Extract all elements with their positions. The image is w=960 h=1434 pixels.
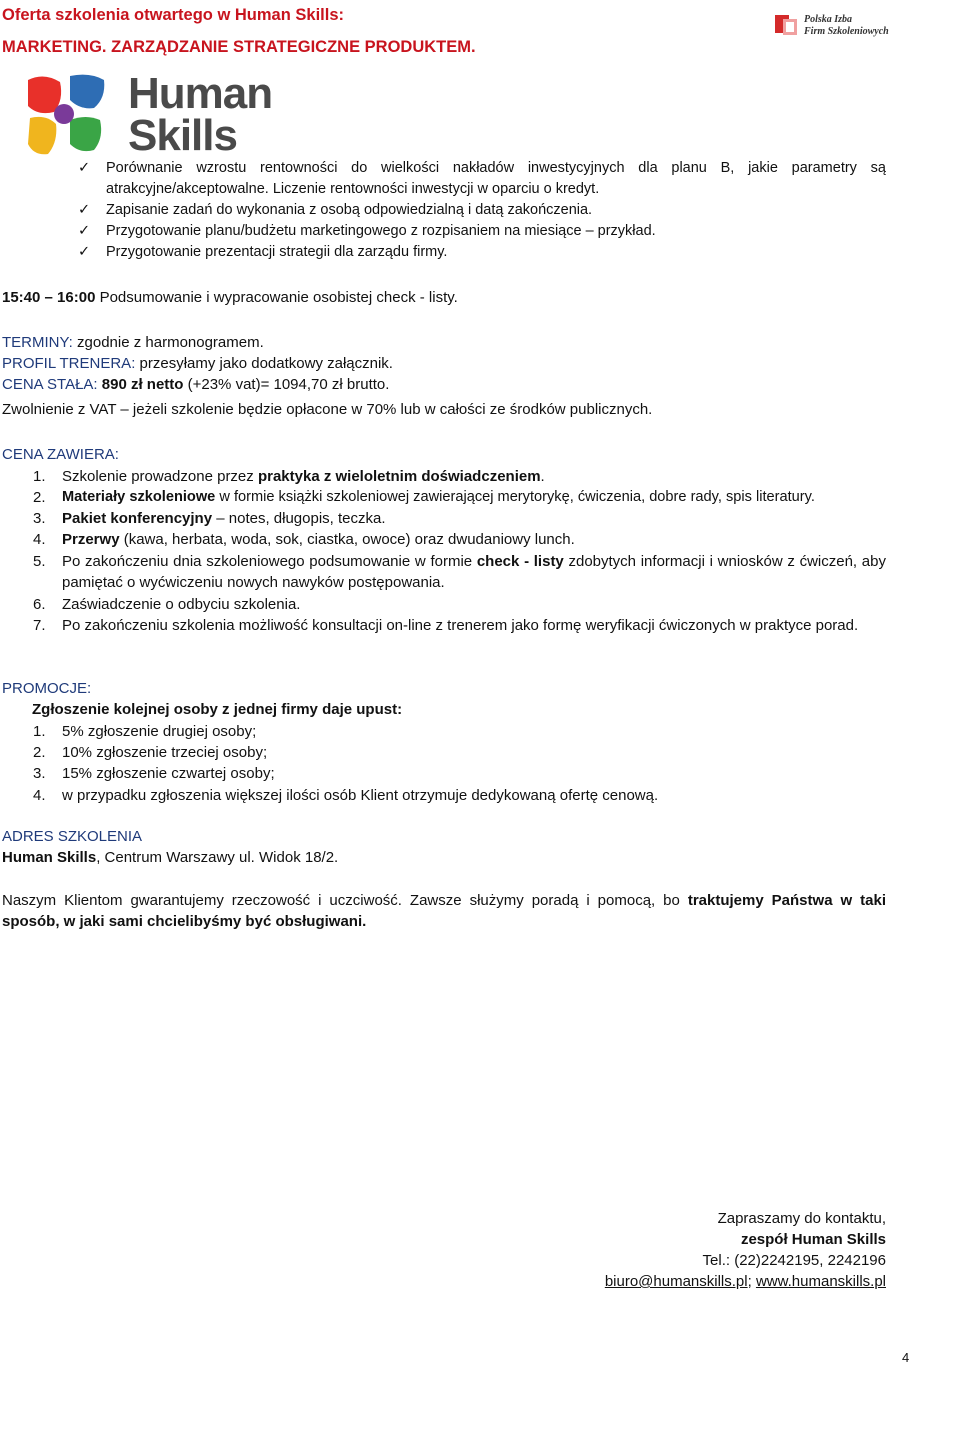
- human-skills-logo: [24, 70, 274, 162]
- adres-name: Human Skills: [2, 849, 97, 866]
- contact-invite: Zapraszamy do kontaktu,: [717, 1210, 886, 1227]
- logo-text-human: Human: [128, 69, 273, 118]
- profil-value: przesyłamy jako dodatkowy załącznik.: [135, 355, 393, 372]
- website-link[interactable]: www.humanskills.pl: [755, 1273, 886, 1290]
- cena-label: CENA STAŁA:: [2, 376, 98, 393]
- offer-title: Oferta szkolenia otwartego w Human Skills:: [2, 6, 344, 24]
- checklist-item: ✓ Przygotowanie prezentacji strategii dla zarządu firmy.: [78, 244, 448, 260]
- vat-note: Zwolnienie z VAT – jeżeli szkolenie będzie opłacone w 70% lub w całości ze środków publicznych.: [2, 401, 653, 418]
- contact-separator: ;: [747, 1273, 756, 1290]
- pips-logo-line1: Polska Izba: [804, 14, 853, 25]
- adres-address: , Centrum Warszawy ul. Widok 18/2.: [96, 849, 339, 866]
- profil-label: PROFIL TRENERA:: [2, 355, 136, 372]
- adres-heading: ADRES SZKOLENIA: [2, 828, 143, 845]
- schedule-row: [2, 288, 458, 308]
- checkmark-icon: ✓: [78, 244, 91, 260]
- checklist-item: ✓ Przygotowanie planu/budżetu marketingowego z rozpisaniem na miesiące – przykład.: [78, 223, 656, 239]
- page-number: 4: [902, 1350, 910, 1365]
- checklist-item: ✓ Zapisanie zadań do wykonania z osobą odpowiedzialną i datą zakończenia.: [78, 202, 593, 218]
- checklist-item-cont: atrakcyjne/akceptowalne. Liczenie rentowności inwestycji w oparciu o kredyt.: [106, 181, 600, 197]
- puzzle-icon: [24, 70, 120, 162]
- contact-block: [605, 1208, 886, 1292]
- terminy-row: [2, 333, 264, 353]
- closing-paragraph: Naszym Klientom gwarantujemy rzeczowość i uczciwość. Zawsze służymy poradą i pomocą, bo traktujemy Państwa w taki sposób, w jaki sami chcielibyśmy być obsługiwani.: [2, 892, 886, 930]
- pips-logo-line2: Firm Szkoleniowych: [804, 26, 889, 37]
- terminy-label: TERMINY:: [2, 334, 73, 351]
- cena-zawiera-heading: CENA ZAWIERA:: [2, 446, 119, 463]
- cena-rest: (+23% vat)= 1094,70 zł brutto.: [183, 376, 390, 393]
- terminy-value: zgodnie z harmonogramem.: [72, 334, 264, 351]
- schedule-text: Podsumowanie i wypracowanie osobistej check - listy.: [95, 289, 458, 306]
- checkmark-icon: ✓: [78, 202, 91, 218]
- cena-net: 890 zł netto: [97, 376, 184, 393]
- schedule-time: 15:40 – 16:00: [2, 289, 96, 306]
- adres-row: [2, 848, 338, 868]
- course-title: MARKETING. ZARZĄDZANIE STRATEGICZNE PRODUKTEM.: [2, 38, 476, 56]
- contact-team: zespół Human Skills: [740, 1231, 886, 1248]
- logo-text-skills: Skills: [128, 111, 237, 160]
- contact-phone: Tel.: (22)2242195, 2242196: [702, 1252, 886, 1269]
- cena-row: [2, 375, 389, 395]
- checkmark-icon: ✓: [78, 223, 91, 239]
- email-link[interactable]: biuro@humanskills.pl: [604, 1273, 748, 1290]
- profil-row: [2, 354, 393, 374]
- checklist-item: ✓ Porównanie wzrostu rentowności do wielkości nakładów inwestycyjnych dla planu B, jakie parametry są: [78, 160, 886, 176]
- checkmark-icon: ✓: [78, 160, 91, 176]
- pips-logo: [774, 12, 894, 42]
- promocje-subheading: Zgłoszenie kolejnej osoby z jednej firmy daje upust:: [32, 701, 403, 718]
- promocje-heading: PROMOCJE:: [2, 680, 92, 697]
